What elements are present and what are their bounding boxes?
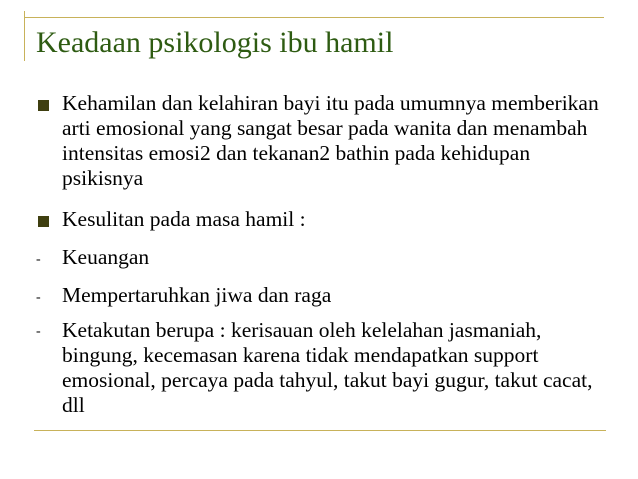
bullet-item: Kehamilan dan kelahiran bayi itu pada umumnya memberikan arti emosional yang sangat besar pada wanita dan menambah intensitas emosi2 dan tekanan2 bathin pada kehidupan psikisnya <box>62 91 599 190</box>
bullet-item: Kesulitan pada masa hamil : <box>62 207 306 231</box>
square-bullet-icon <box>38 100 49 111</box>
square-bullet-icon <box>38 216 49 227</box>
dash-item: Ketakutan berupa : kerisauan oleh kelelahan jasmaniah, bingung, kecemasan karena tidak mendapatkan support emosional, percaya pada tahyul, takut bayi gugur, takut cacat, dll <box>62 318 593 417</box>
dash-marker: - <box>36 324 41 339</box>
dash-item: Keuangan <box>62 245 150 269</box>
dash-marker: - <box>36 252 41 267</box>
left-rule <box>24 11 25 61</box>
dash-marker: - <box>36 290 41 305</box>
bottom-rule <box>34 430 606 431</box>
slide-title: Keadaan psikologis ibu hamil <box>36 26 394 59</box>
dash-item: Mempertaruhkan jiwa dan raga <box>62 283 332 307</box>
top-rule <box>24 17 604 18</box>
